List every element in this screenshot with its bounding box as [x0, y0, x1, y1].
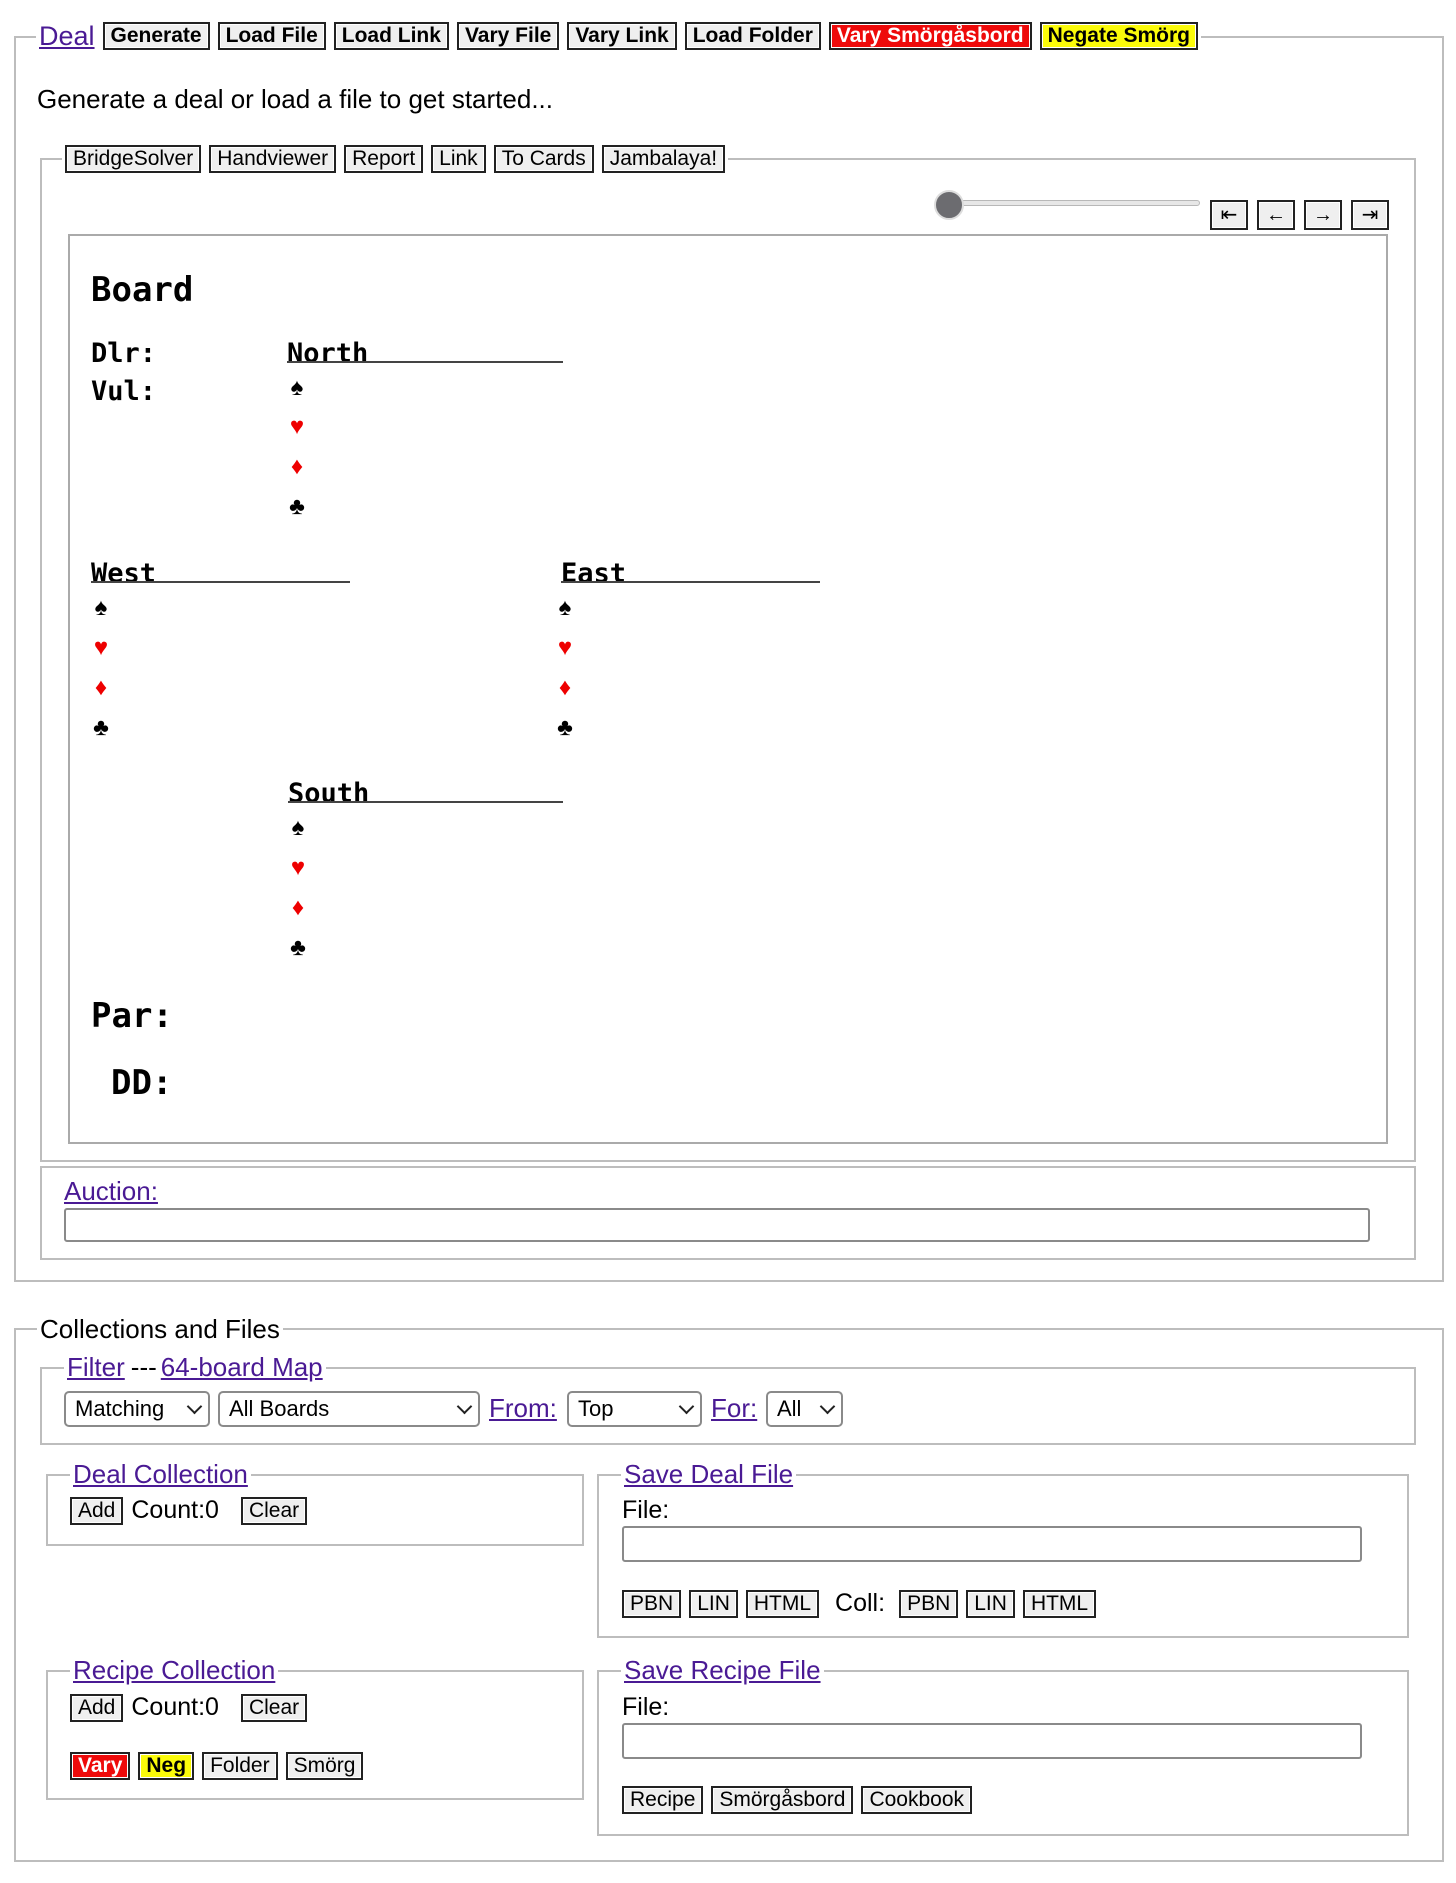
recipe-collection-clear-button[interactable]: Clear — [241, 1694, 307, 1722]
deal-lin-button[interactable]: LIN — [689, 1590, 738, 1618]
matching-select-value: Matching — [75, 1396, 165, 1421]
bridgesolver-button[interactable]: BridgeSolver — [65, 145, 201, 173]
report-button[interactable]: Report — [344, 145, 423, 173]
to-cards-button[interactable]: To Cards — [494, 145, 594, 173]
for-link[interactable]: For: — [711, 1393, 758, 1423]
for-select[interactable] — [766, 1391, 843, 1427]
recipe-collection-link[interactable]: Recipe Collection — [70, 1654, 278, 1686]
par-label: Par: — [91, 996, 173, 1036]
handviewer-button[interactable]: Handviewer — [209, 145, 336, 173]
save-recipe-file-link[interactable]: Save Recipe File — [621, 1654, 824, 1686]
west-underline — [91, 581, 350, 583]
dd-label: DD: — [111, 1063, 173, 1103]
north-label: North — [287, 338, 369, 369]
west-diamond-icon: ♦ — [94, 674, 108, 701]
dealer-label: Dlr: — [91, 338, 157, 369]
chevron-down-icon — [679, 1398, 695, 1414]
south-label: South — [288, 778, 370, 809]
west-label: West — [91, 558, 157, 589]
boards-select-value: All Boards — [229, 1396, 330, 1421]
matching-select[interactable] — [64, 1391, 210, 1427]
deal-collection-clear-button[interactable]: Clear — [241, 1497, 307, 1525]
negate-smorg-button[interactable]: Negate Smörg — [1040, 22, 1198, 50]
last-board-button[interactable]: ⇥ — [1351, 200, 1389, 230]
filter-link[interactable]: Filter — [67, 1351, 125, 1382]
save-recipe-button[interactable]: Recipe — [622, 1786, 703, 1814]
deal-file-input[interactable] — [622, 1526, 1362, 1562]
deal-collection-link[interactable]: Deal Collection — [70, 1458, 251, 1490]
north-spade-icon: ♠ — [290, 374, 304, 401]
link-button[interactable]: Link — [431, 145, 486, 173]
west-heart-icon: ♥ — [93, 634, 109, 661]
status-message: Generate a deal or load a file to get started... — [37, 84, 553, 114]
auction-input[interactable] — [64, 1208, 1370, 1242]
east-club-icon: ♣ — [557, 714, 573, 741]
save-smorgasbord-button[interactable]: Smörgåsbord — [711, 1786, 853, 1814]
recipe-folder-button[interactable]: Folder — [202, 1752, 278, 1780]
north-heart-icon: ♥ — [289, 413, 305, 440]
west-spade-icon: ♠ — [94, 594, 108, 621]
south-spade-icon: ♠ — [291, 814, 305, 841]
coll-html-button[interactable]: HTML — [1023, 1590, 1096, 1618]
jambalaya-button[interactable]: Jambalaya! — [602, 145, 725, 173]
from-select-value: Top — [578, 1396, 614, 1421]
north-club-icon: ♣ — [289, 493, 305, 520]
from-link[interactable]: From: — [489, 1393, 557, 1423]
recipe-file-label: File: — [622, 1693, 670, 1721]
coll-lin-button[interactable]: LIN — [966, 1590, 1015, 1618]
recipe-smorg-button[interactable]: Smörg — [286, 1752, 364, 1780]
deal-file-format-buttons — [622, 1589, 1104, 1618]
recipe-collection-controls — [70, 1693, 315, 1722]
load-file-button[interactable]: Load File — [218, 22, 326, 50]
chevron-down-icon — [820, 1398, 836, 1414]
vulnerability-label: Vul: — [91, 376, 157, 407]
load-folder-button[interactable]: Load Folder — [685, 22, 821, 50]
deal-file-label: File: — [622, 1496, 670, 1524]
save-deal-file-link[interactable]: Save Deal File — [621, 1458, 796, 1490]
vary-link-button[interactable]: Vary Link — [567, 22, 676, 50]
east-diamond-icon: ♦ — [558, 674, 572, 701]
64-board-map-link[interactable]: 64-board Map — [160, 1351, 323, 1382]
deal-html-button[interactable]: HTML — [746, 1590, 819, 1618]
first-board-button[interactable]: ⇤ — [1210, 200, 1248, 230]
east-heart-icon: ♥ — [557, 634, 573, 661]
deal-collection-add-button[interactable]: Add — [70, 1497, 123, 1525]
load-link-button[interactable]: Load Link — [334, 22, 449, 50]
coll-label: Coll: — [835, 1589, 886, 1617]
chevron-down-icon — [457, 1398, 473, 1414]
coll-pbn-button[interactable]: PBN — [899, 1590, 958, 1618]
west-club-icon: ♣ — [93, 714, 109, 741]
save-cookbook-button[interactable]: Cookbook — [861, 1786, 972, 1814]
deal-legend — [36, 16, 1201, 56]
deal-collection-controls — [70, 1496, 315, 1525]
generate-button[interactable]: Generate — [103, 22, 210, 50]
recipe-file-input[interactable] — [622, 1723, 1362, 1759]
recipe-collection-add-button[interactable]: Add — [70, 1694, 123, 1722]
recipe-action-buttons — [70, 1752, 371, 1780]
vary-smorgasbord-button[interactable]: Vary Smörgåsbord — [829, 22, 1032, 50]
previous-board-button[interactable]: ← — [1257, 200, 1295, 230]
board-title: Board — [91, 270, 194, 310]
for-select-value: All — [777, 1396, 802, 1421]
board-display — [68, 234, 1388, 1144]
north-underline — [287, 361, 563, 363]
auction-link[interactable]: Auction: — [64, 1176, 158, 1206]
deal-pbn-button[interactable]: PBN — [622, 1590, 681, 1618]
vary-file-button[interactable]: Vary File — [457, 22, 559, 50]
boards-select[interactable] — [218, 1391, 480, 1427]
from-select[interactable] — [567, 1391, 702, 1427]
chevron-down-icon — [187, 1398, 203, 1414]
filter-legend — [64, 1351, 326, 1383]
north-diamond-icon: ♦ — [290, 453, 304, 480]
south-heart-icon: ♥ — [290, 854, 306, 881]
next-board-button[interactable]: → — [1304, 200, 1342, 230]
east-label: East — [561, 558, 627, 589]
recipe-file-buttons — [622, 1786, 980, 1814]
south-club-icon: ♣ — [290, 934, 306, 961]
board-slider-thumb[interactable] — [934, 190, 964, 220]
recipe-collection-fieldset — [46, 1670, 584, 1800]
recipe-neg-button[interactable]: Neg — [138, 1752, 194, 1780]
collections-legend: Collections and Files — [37, 1312, 283, 1346]
south-diamond-icon: ♦ — [291, 894, 305, 921]
filter-separator: --- — [130, 1351, 157, 1382]
east-spade-icon: ♠ — [558, 594, 572, 621]
east-underline — [561, 581, 820, 583]
south-underline — [288, 801, 563, 803]
board-slider-track[interactable] — [940, 200, 1200, 206]
recipe-vary-button[interactable]: Vary — [70, 1752, 130, 1780]
viewer-tabs — [62, 143, 728, 175]
deal-collection-count: Count:0 — [131, 1496, 219, 1524]
deal-link[interactable]: Deal — [39, 20, 95, 51]
recipe-collection-count: Count:0 — [131, 1693, 219, 1721]
